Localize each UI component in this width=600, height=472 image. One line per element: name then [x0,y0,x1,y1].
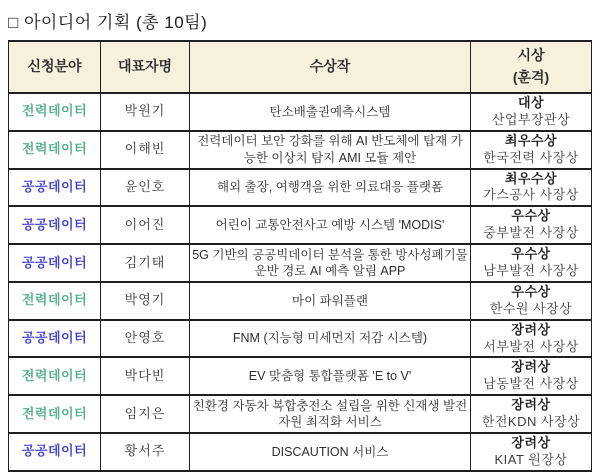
award-giver: KIAT 원장상 [494,451,568,467]
award-grade: 우수상 [511,208,551,224]
table-body [9,93,592,471]
award-giver: 산업부장관상 [491,111,571,127]
award-grade: 우수상 [511,283,551,299]
award-grade: 최우수상 [504,170,558,186]
award-cell [471,320,592,358]
award-cell [471,282,592,320]
category-cell: 공공데이터 [9,244,101,282]
table-row [9,131,592,169]
award-cell [471,131,592,169]
work-cell: DISCAUTION 서비스 [190,433,471,471]
page-title: □ 아이디어 기획 (총 10팀) [8,13,208,32]
table-header [9,41,592,93]
award-giver: 한수원 사장상 [489,300,573,316]
award-giver: 한국전력 사장상 [483,149,579,165]
category-cell: 공공데이터 [9,320,101,358]
award-cell [471,357,592,395]
award-grade: 장려상 [511,435,551,451]
category-cell: 공공데이터 [9,206,101,244]
award-giver: 남동발전 사장상 [483,376,579,392]
name-cell: 황서주 [101,433,190,471]
name-cell: 박영기 [101,282,190,320]
table-row [9,244,592,282]
name-cell: 김기태 [101,244,190,282]
award-giver: 서부발전 사장상 [483,338,579,354]
header-category: 신청분야 [9,41,101,93]
table-row [9,93,592,131]
header-award-line1: 시상 [517,47,545,64]
award-cell [471,433,592,471]
category-cell: 전력데이터 [9,395,101,433]
header-name: 대표자명 [101,41,190,93]
category-cell: 전력데이터 [9,357,101,395]
table-row [9,395,592,433]
category-cell: 전력데이터 [9,131,101,169]
table-row [9,169,592,207]
award-giver: 한전KDN 사장상 [481,414,581,430]
award-grade: 우수상 [511,246,551,262]
work-cell: 탄소배출권예측시스템 [190,93,471,131]
name-cell: 안영호 [101,320,190,358]
table-row [9,357,592,395]
award-grade: 대상 [517,95,545,110]
name-cell: 윤인호 [101,169,190,207]
award-grade: 장려상 [511,359,551,375]
work-cell: 5G 기반의 공공빅데이터 분석을 통한 방사성폐기물 운반 경로 AI 예측 알림 APP [190,244,471,282]
award-cell [471,206,592,244]
work-cell: 마이 파워플랜 [190,282,471,320]
table-row [9,433,592,471]
award-grade: 장려상 [511,321,551,337]
header-row [9,41,592,93]
table-row [9,320,592,358]
work-cell: 전력데이터 보안 강화를 위해 AI 반도체에 탑재 가능한 이상치 탐지 AMI 모듈 제안 [190,131,471,169]
award-cell [471,169,592,207]
work-cell: EV 맞춤형 통합플랫폼 'E to V' [190,357,471,395]
award-cell [471,244,592,282]
work-cell: 해외 출장, 여행객을 위한 의료대응 플랫폼 [190,169,471,207]
table-row [9,206,592,244]
category-cell: 전력데이터 [9,93,101,131]
work-cell: 어린이 교통안전사고 예방 시스템 'MODIS' [190,206,471,244]
award-giver: 남부발전 사장상 [483,263,579,279]
award-grade: 최우수상 [504,132,558,148]
category-cell: 공공데이터 [9,169,101,207]
award-giver: 가스공사 사장상 [483,187,579,203]
name-cell: 임지은 [101,395,190,433]
name-cell: 이해빈 [101,131,190,169]
award-grade: 장려상 [511,397,551,413]
header-award [471,41,592,93]
header-award-line2: (훈격) [512,69,550,85]
header-work: 수상작 [190,41,471,93]
name-cell: 박원기 [101,93,190,131]
work-cell: FNM (지능형 미세먼지 저감 시스템) [190,320,471,358]
name-cell: 이어진 [101,206,190,244]
table-row [9,282,592,320]
category-cell: 전력데이터 [9,282,101,320]
award-cell [471,395,592,433]
name-cell: 박다빈 [101,357,190,395]
award-cell [471,93,592,131]
awards-table [8,40,592,472]
work-cell: 친환경 자동차 복합충전소 설립을 위한 신재생 발전 자원 최적화 서비스 [190,395,471,433]
award-giver: 중부발전 사장상 [483,225,579,241]
category-cell: 공공데이터 [9,433,101,471]
